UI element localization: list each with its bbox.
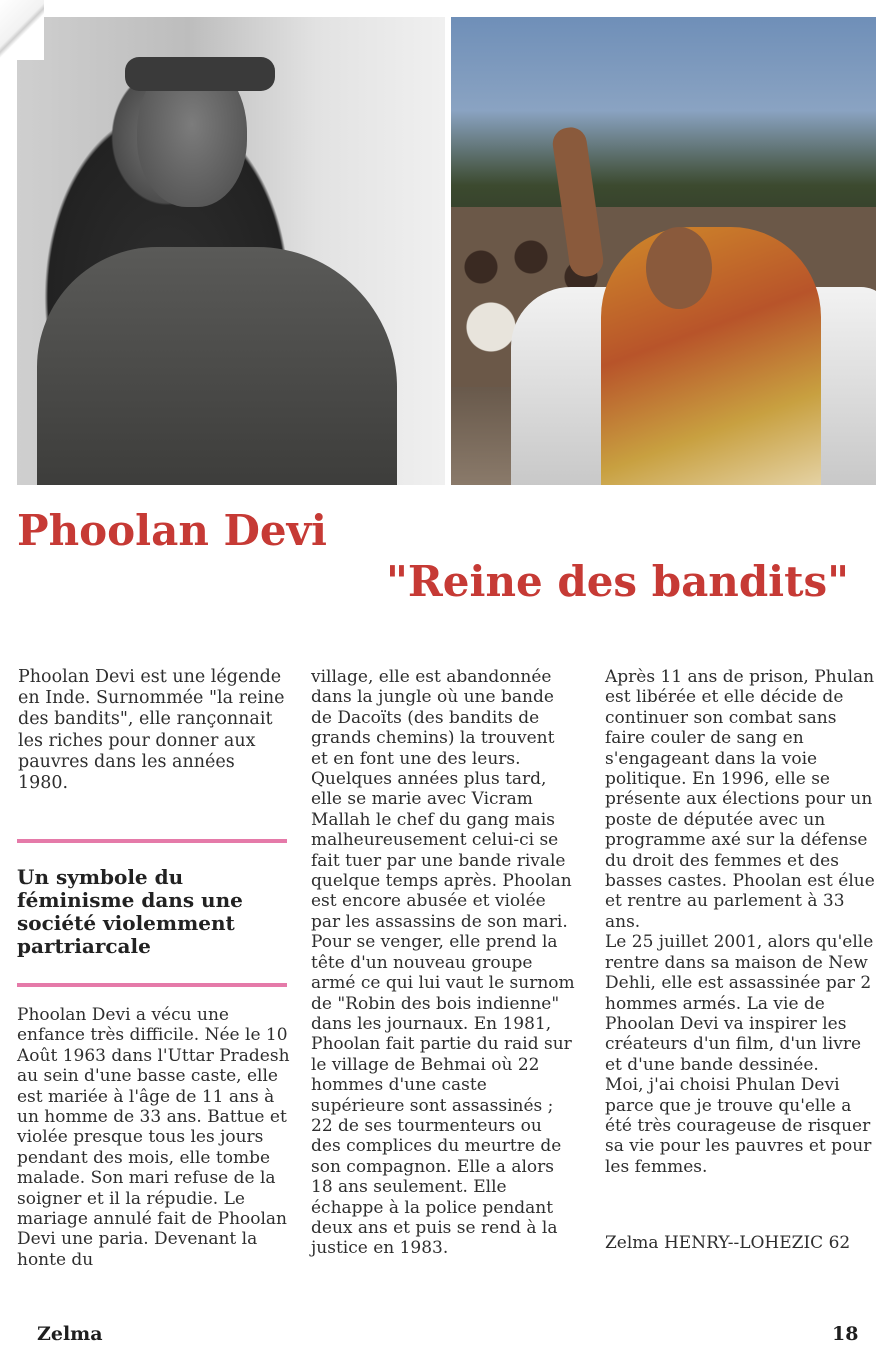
author-signature: Zelma HENRY--LOHEZIC 62	[605, 1233, 851, 1253]
photo-headband	[125, 57, 275, 91]
body-column-3-paragraph-1: Après 11 ans de prison, Phulan est libérée et elle décide de continuer son combat sans faire couler de sang en s'engageant dans la voie politique. En 1996, elle se présente aux élections pour un poste de députée avec un programme axé sur la défense du droit des femmes et des basses castes. Phoolan est élue et rentre au parlement à 33 ans.	[605, 667, 875, 932]
article-title: Phoolan Devi	[17, 506, 327, 555]
section-heading: Un symbole du féminisme dans une société violemment partriarcale	[17, 865, 243, 958]
article-subtitle: "Reine des bandits"	[386, 557, 850, 606]
body-column-3-paragraph-2: Le 25 juillet 2001, alors qu'elle rentre dans sa maison de New Dehli, elle est assassinée par 2 hommes armés. La vie de Phoolan Devi va inspirer les créateurs d'un film, d'un livre et d'une bande dessinée.	[605, 932, 874, 1075]
page-number: 18	[832, 1323, 859, 1345]
divider-pink-top	[17, 839, 287, 843]
photo-jacket	[37, 247, 397, 485]
photo-woman-head	[646, 227, 712, 309]
footer-author: Zelma	[37, 1323, 103, 1345]
body-column-1: Phoolan Devi a vécu une enfance très difficile. Née le 10 Août 1963 dans l'Uttar Pradesh au sein d'une basse caste, elle est mariée à l'âge de 11 ans à un homme de 33 ans. Battue et violée presque tous les jours pendant des mois, elle tombe malade. Son mari refuse de la soigner et il la répudie. Le mariage annulé fait de Phoolan Devi une paria. Devenant la honte du	[17, 1005, 290, 1270]
photo-crowd-color	[451, 17, 876, 485]
divider-pink-bottom	[17, 983, 287, 987]
intro-paragraph: Phoolan Devi est une légende en Inde. Surnommée "la reine des bandits", elle rançonnait les riches pour donner aux pauvres dans les années 1980.	[18, 667, 285, 794]
photo-portrait-bw	[17, 17, 445, 485]
body-column-3	[605, 667, 880, 1177]
page-curl	[0, 0, 44, 60]
body-column-3-paragraph-3: Moi, j'ai choisi Phulan Devi parce que je trouve qu'elle a été très courageuse de risquer sa vie pour les pauvres et pour les femmes.	[605, 1075, 872, 1177]
body-column-2: village, elle est abandonnée dans la jungle où une bande de Dacoïts (des bandits de grands chemins) la trouvent et en font une des leurs. Quelques années plus tard, elle se marie avec Vicram Mallah le chef du gang mais malheureusement celui-ci se fait tuer par une bande rivale quelque temps après. Phoolan est encore abusée et violée par les assassins de son mari. Pour se venger, elle prend la tête d'un nouveau groupe armé ce qui lui vaut le surnom de "Robin des bois indienne" dans les journaux. En 1981, Phoolan fait partie du raid sur le village de Behmai où 22 hommes d'une caste supérieure sont assassinés ; 22 de ses tourmenteurs ou des complices du meurtre de son compagnon. Elle a alors 18 ans seulement. Elle échappe à la police pendant deux ans et puis se rend à la justice en 1983.	[311, 667, 575, 1259]
